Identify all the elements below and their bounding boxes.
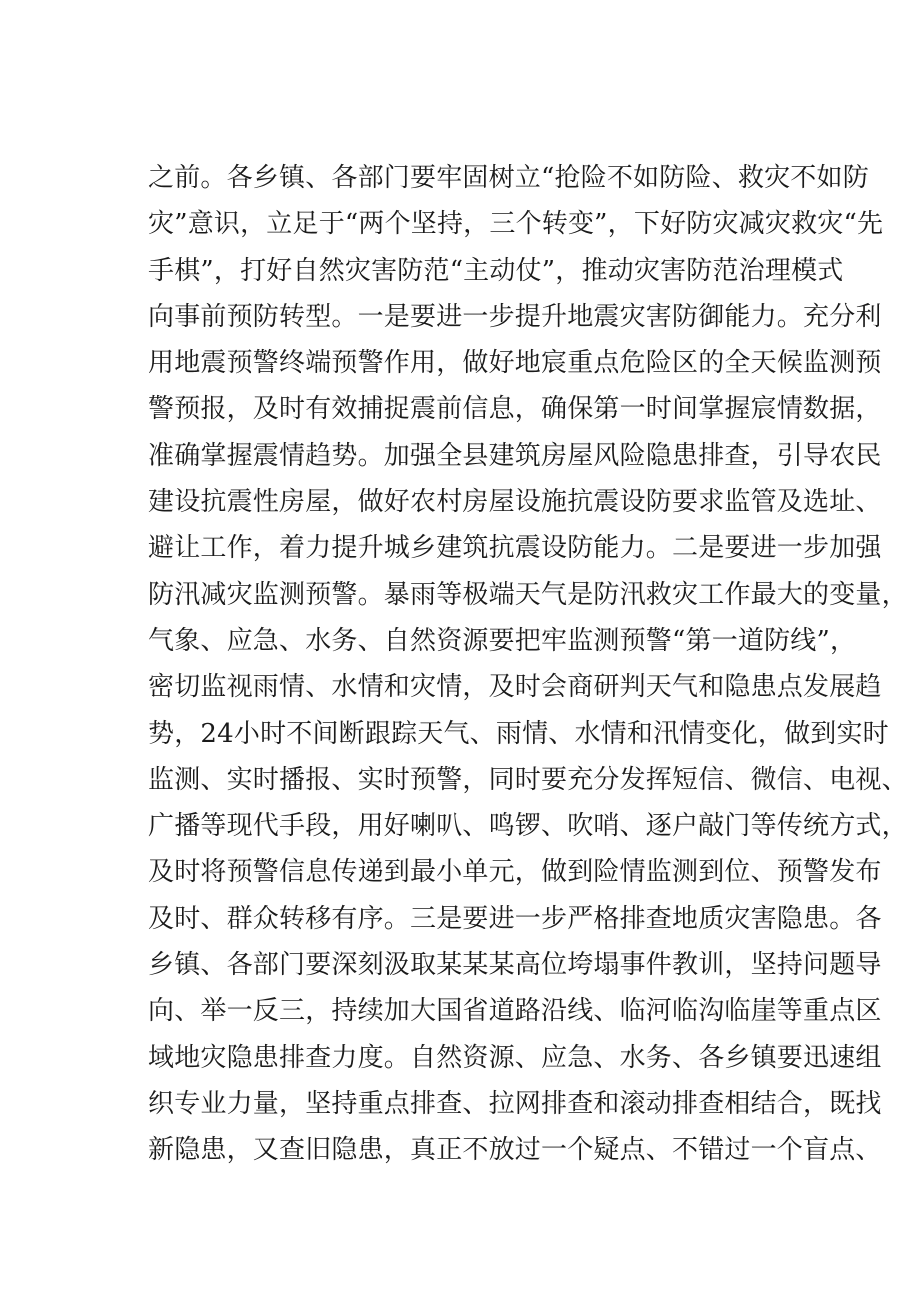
text-line: 织专业力量，坚持重点排查、拉网排查和滚动排查相结合，既找: [148, 1088, 882, 1119]
text-line: 手棋”，打好自然灾害防范“主动仗”，推动灾害防范治理模式: [148, 255, 844, 286]
text-line: 域地灾隐患排查力度。自然资源、应急、水务、各乡镇要迅速组: [148, 1042, 882, 1073]
body-paragraph: [148, 155, 908, 1174]
text-line: 建设抗震性房屋，做好农村房屋设施抗震设防要求监管及选址、: [148, 487, 882, 518]
text-line: 及时将预警信息传递到最小单元，做到险情监测到位、预警发布: [148, 857, 882, 888]
text-line: 势，24小时不间断跟踪天气、雨情、水情和汛情变化，做到实时: [148, 718, 889, 749]
text-line: 新隐患，又查旧隐患，真正不放过一个疑点、不错过一个盲点、: [148, 1135, 882, 1166]
text-line: 及时、群众转移有序。三是要进一步严格排查地质灾害隐患。各: [148, 903, 882, 934]
text-line: 监测、实时播报、实时预警，同时要充分发挥短信、微信、电视、: [148, 764, 908, 795]
text-line: 之前。各乡镇、各部门要牢固树立“抢险不如防险、救灾不如防: [148, 163, 869, 193]
text-line: 用地震预警终端预警作用，做好地宸重点危险区的全天候监测预: [148, 348, 882, 379]
text-line: 向事前预防转型。一是要进一步提升地震灾害防御能力。充分利: [148, 301, 882, 332]
text-line: 密切监视雨情、水情和灾情，及时会商研判天气和隐患点发展趋: [148, 672, 882, 703]
text-line: 向、举一反三，持续加大国省道路沿线、临河临沟临崖等重点区: [148, 996, 882, 1027]
text-line: 防汛减灾监测预警。暴雨等极端天气是防汛救灾工作最大的变量，: [148, 579, 908, 610]
text-line: 灾”意识，立足于“两个坚持，三个转变”，下好防灾减灾救灾“先: [148, 209, 884, 240]
text-line: 气象、应急、水务、自然资源要把牢监测预警“第一道防线”，: [148, 625, 857, 656]
text-line: 警预报，及时有效捕捉震前信息，确保第一时间掌握宸情数据，: [148, 394, 882, 425]
text-line: 准确掌握震情趋势。加强全县建筑房屋风险隐患排查，引导农民: [148, 440, 882, 471]
text-line: 乡镇、各部门要深刻汲取某某某高位垮塌事件教训，坚持问题导: [148, 950, 882, 981]
text-line: 避让工作，着力提升城乡建筑抗震设防能力。二是要进一步加强: [148, 533, 882, 564]
text-line: 广播等现代手段，用好喇叭、鸣锣、吹哨、逐户敲门等传统方式，: [148, 811, 908, 842]
